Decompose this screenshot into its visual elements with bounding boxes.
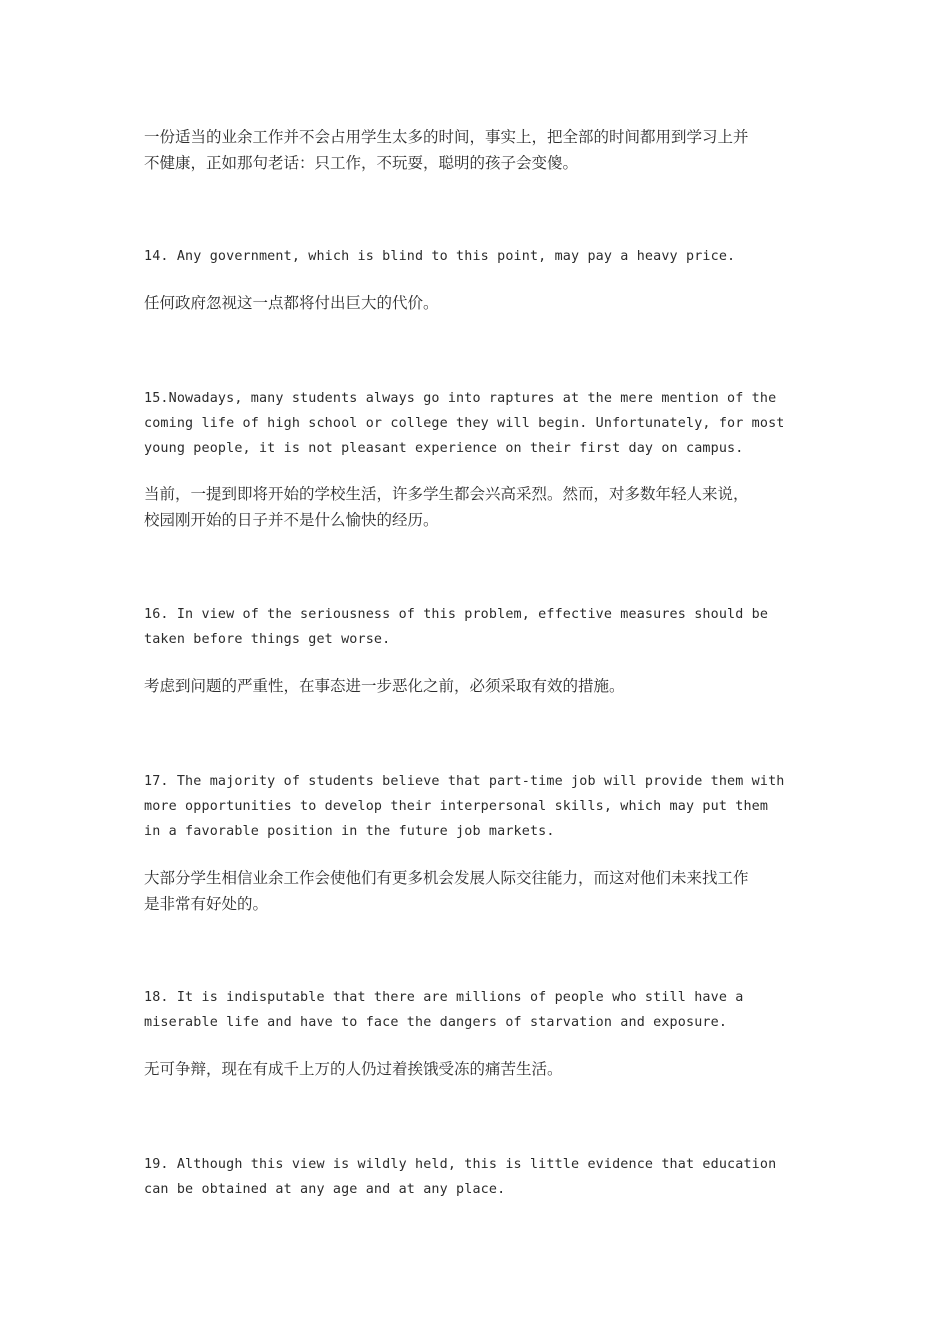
paragraph-en-18: 18. It is indisputable that there are millions of people who still have a miserable life and have to face the dangers of starvation and exposure. (144, 990, 744, 1030)
paragraph-en-16: 16. In view of the seriousness of this problem, effective measures should be taken before things get worse. (144, 607, 769, 647)
paragraph-zh-17: 大部分学生相信业余工作会使他们有更多机会发展人际交往能力，而这对他们未来找工作 是非常有好处的。 (144, 869, 749, 913)
paragraph-en-17: 17. The majority of students believe that part-time job will provide them with more opportunities to develop their interpersonal skills, which may put them in a favorable position in the future job markets. (144, 774, 785, 839)
paragraph-zh-13: 一份适当的业余工作并不会占用学生太多的时间，事实上，把全部的时间都用到学习上并 不健康，正如那句老话：只工作，不玩耍，聪明的孩子会变傻。 (144, 128, 749, 172)
paragraph-en-14: 14. Any government, which is blind to this point, may pay a heavy price. (144, 249, 736, 264)
paragraph-zh-18: 无可争辩，现在有成千上万的人仍过着挨饿受冻的痛苦生活。 (144, 1060, 563, 1078)
paragraph-zh-14: 任何政府忽视这一点都将付出巨大的代价。 (144, 294, 439, 312)
paragraph-en-19: 19. Although this view is wildly held, this is little evidence that education can be obtained at any age and at any place. (144, 1157, 777, 1197)
paragraph-en-15: 15.Nowadays, many students always go into raptures at the mere mention of the coming life of high school or college they will begin. Unfortunately, for most young people, it is not pleasant experience on their first day on campus. (144, 391, 785, 456)
paragraph-zh-16: 考虑到问题的严重性，在事态进一步恶化之前，必须采取有效的措施。 (144, 677, 625, 695)
paragraph-zh-15: 当前，一提到即将开始的学校生活，许多学生都会兴高采烈。然而，对多数年轻人来说， 校园刚开始的日子并不是什么愉快的经历。 (144, 485, 749, 529)
